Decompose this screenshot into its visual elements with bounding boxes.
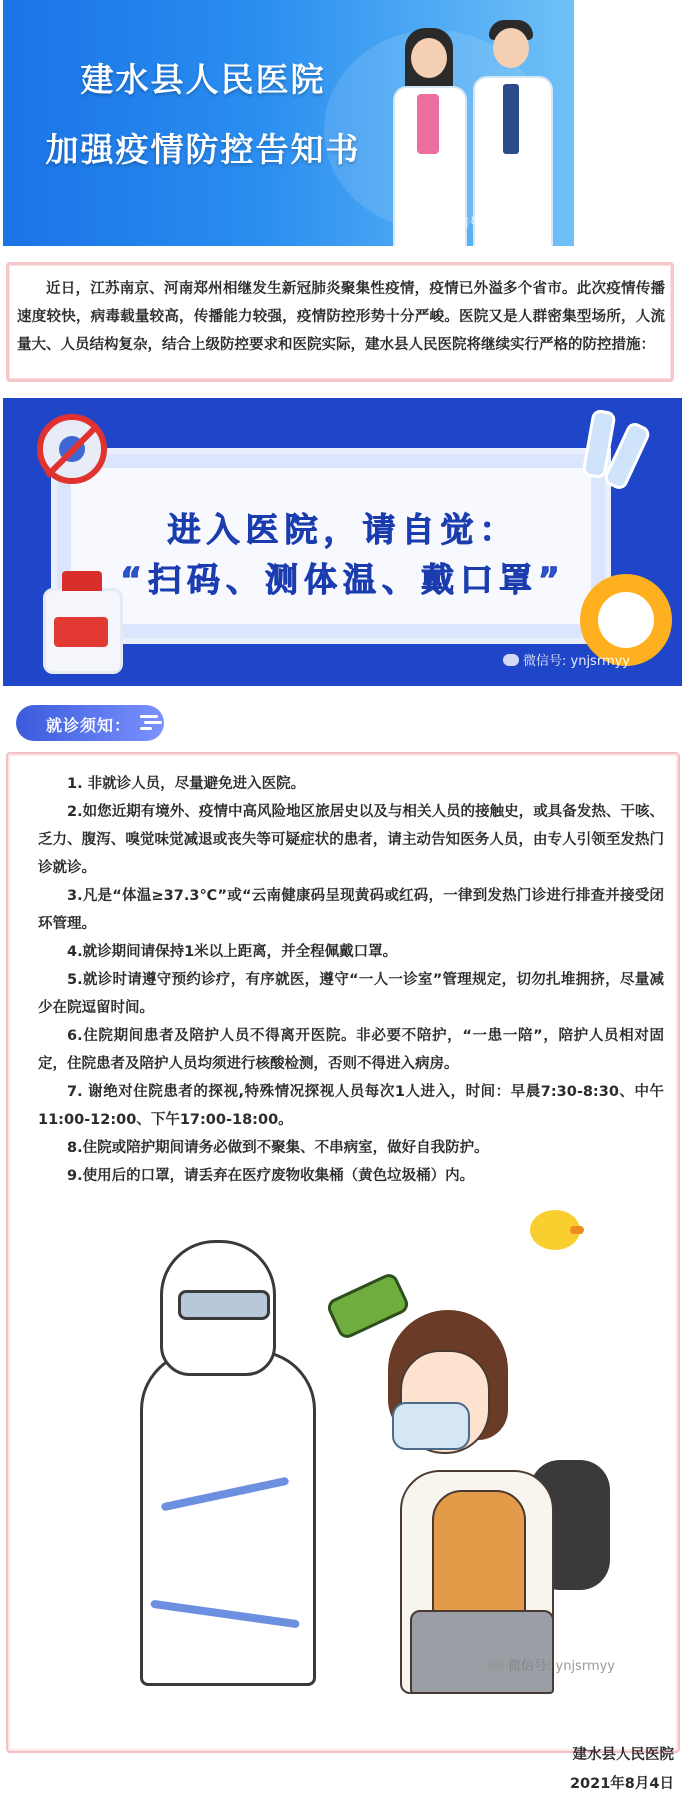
poster-watermark-text: 微信号: ynjsrmyy (523, 654, 630, 669)
banner-watermark-text: 微信号: ynjsrmyy (443, 216, 550, 231)
patient-figure (370, 1310, 650, 1690)
no-virus-icon (37, 414, 107, 484)
bird-icon (530, 1210, 580, 1250)
poster-line2: “扫码、测体温、戴口罩” (120, 560, 566, 599)
header-banner (3, 0, 574, 246)
intro-box (6, 262, 674, 382)
notice-item: 2.如您近期有境外、疫情中高风险地区旅居史以及与相关人员的接触史，或具备发热、干咳、乏力、腹泻、嗅觉味觉减退或丧失等可疑症状的患者，请主动告知医务人员，由专人引领至发热门诊就诊。 (38, 804, 664, 876)
banner-title-line1: 建水县人民医院 (80, 60, 326, 99)
poster-line1: 进入医院，请自觉： (167, 510, 519, 549)
notice-item: 7. 谢绝对住院患者的探视,特殊情况探视人员每次1人进入，时间：早晨7:30-8:30、中午11:00-12:00、下午17:00-18:00。 (38, 1084, 664, 1128)
wechat-icon (423, 216, 439, 228)
footer-date: 2021年8月4日 (569, 1776, 674, 1792)
notice-item: 4.就诊期间请保持1米以上距离，并全程佩戴口罩。 (67, 944, 398, 960)
footer-organization: 建水县人民医院 (572, 1747, 674, 1763)
notice-item: 9.使用后的口罩，请丢弃在医疗废物收集桶（黄色垃圾桶）内。 (67, 1168, 475, 1184)
poster-watermark (503, 650, 630, 669)
intro-text: 近日，江苏南京、河南郑州相继发生新冠肺炎聚集性疫情，疫情已外溢多个省市。此次疫情传播速度较快，病毒载量较高，传播能力较强，疫情防控形势十分严峻。医院又是人群密集型场所，人流量大、人员结构复杂，结合上级防控要求和医院实际，建水县人民医院将继续实行严格的防控措施： (17, 281, 665, 353)
banner-watermark (423, 212, 550, 231)
entry-requirement-poster (3, 398, 682, 686)
banner-title-line2: 加强疫情防控告知书 (45, 130, 361, 169)
male-doctor-illustration (463, 6, 559, 246)
illustration-watermark-text: 微信号: ynjsrmyy (508, 1659, 615, 1674)
section-tag (16, 705, 164, 741)
illustration-watermark (488, 1655, 615, 1674)
dash-lines-icon (140, 715, 162, 731)
notice-item: 5.就诊时请遵守预约诊疗，有序就医，遵守“一人一诊室”管理规定，切勿扎堆拥挤，尽量减少在院逗留时间。 (38, 972, 664, 1016)
medical-worker-figure (120, 1230, 340, 1690)
temperature-check-illustration (100, 1190, 660, 1690)
notice-item: 3.凡是“体温≥37.3℃”或“云南健康码呈现黄码或红码，一律到发热门诊进行排查并接受闭环管理。 (38, 888, 664, 932)
notice-item: 1. 非就诊人员，尽量避免进入医院。 (67, 776, 306, 792)
notice-list (38, 770, 664, 1190)
wechat-icon (503, 654, 519, 666)
notice-item: 8.住院或陪护期间请务必做到不聚集、不串病室，做好自我防护。 (67, 1140, 489, 1156)
wechat-icon (488, 1659, 504, 1671)
section-tag-label: 就诊须知： (46, 716, 132, 735)
notice-item: 6.住院期间患者及陪护人员不得离开医院。非必要不陪护，“一患一陪”，陪护人员相对固定，住院患者及陪护人员均须进行核酸检测，否则不得进入病房。 (38, 1028, 664, 1072)
